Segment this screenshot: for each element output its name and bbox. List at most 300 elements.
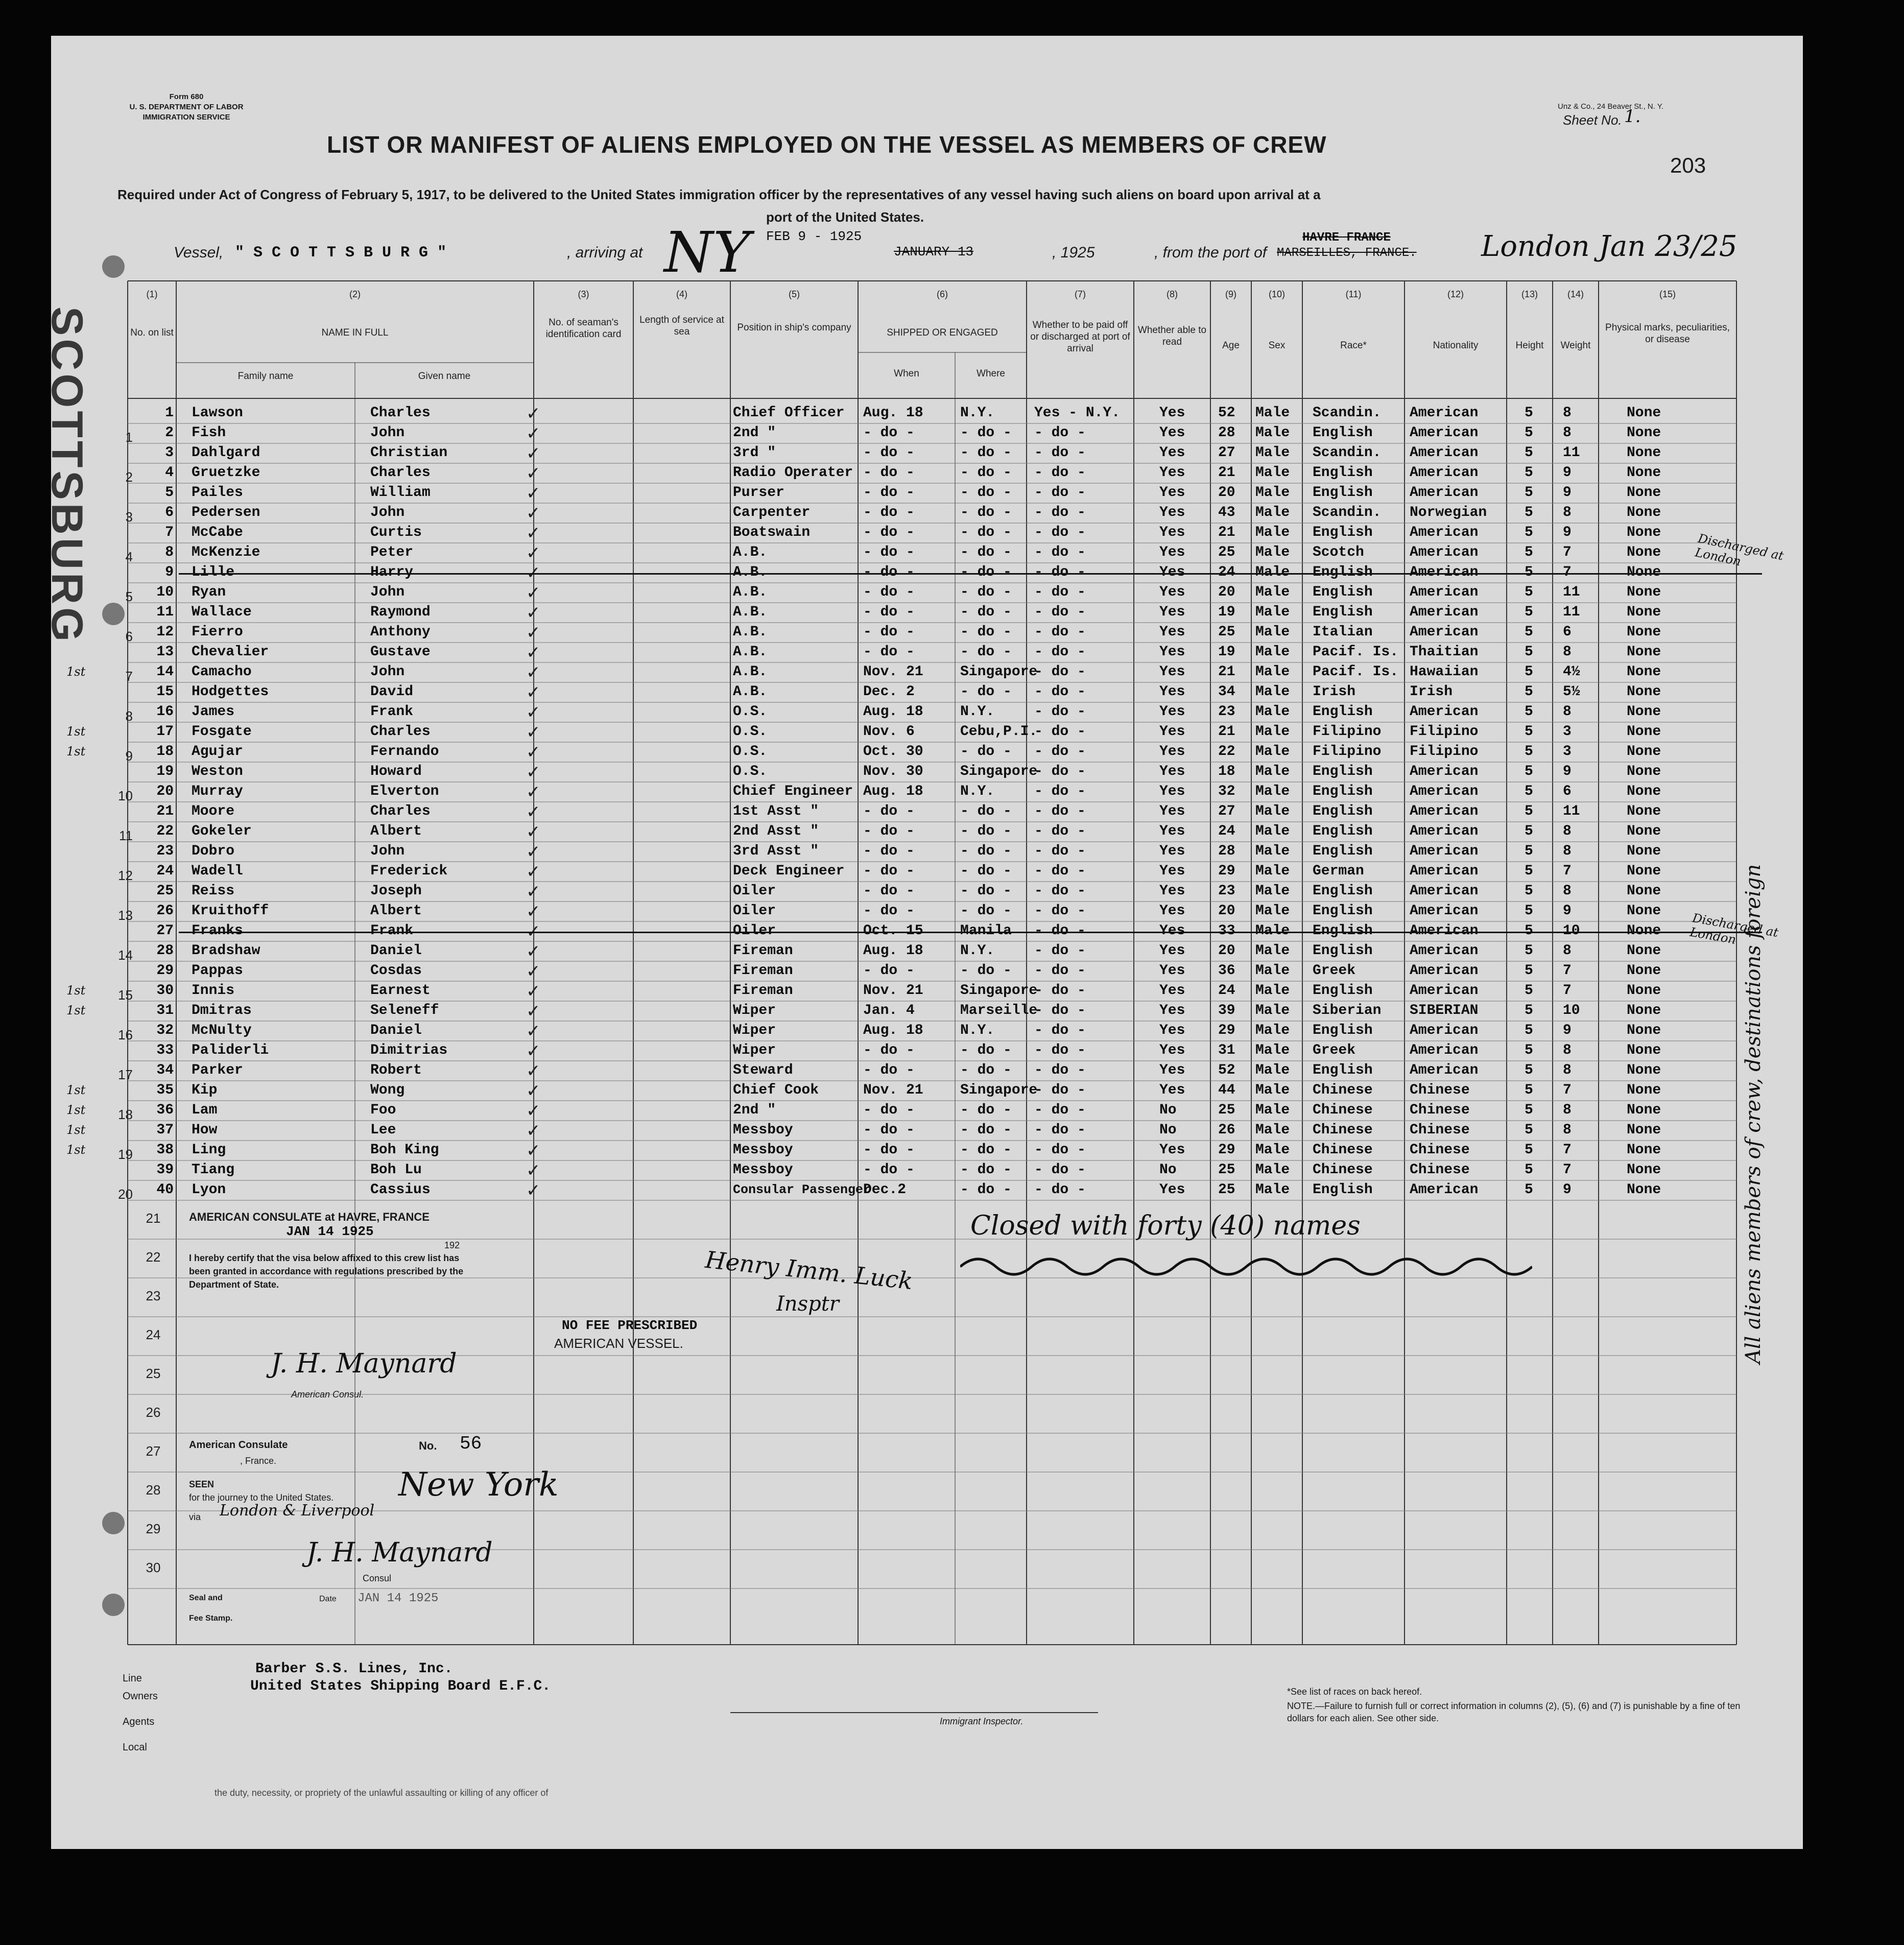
shipped-when: - do -: [863, 1162, 915, 1178]
check-mark-icon: ✓: [526, 662, 541, 683]
age: 21: [1218, 465, 1235, 481]
family-name: Bradshaw: [192, 943, 260, 959]
age: 21: [1218, 525, 1235, 540]
able-to-read: Yes: [1159, 764, 1185, 779]
row-number: 21: [156, 803, 174, 819]
family-name: Chevalier: [192, 644, 269, 660]
france-label: , France.: [240, 1456, 277, 1466]
physical-marks: None: [1627, 684, 1661, 700]
age: 20: [1218, 584, 1235, 600]
from-port-label: , from the port of: [1154, 244, 1267, 261]
table-row: [51, 961, 1803, 981]
given-name: Charles: [370, 465, 431, 481]
nationality: Filipino: [1410, 724, 1479, 740]
nationality: American: [1410, 903, 1479, 919]
table-row: [51, 1141, 1803, 1160]
table-row: [51, 682, 1803, 702]
table-row: [51, 882, 1803, 902]
col-num-14: (14): [1567, 289, 1584, 299]
family-name: Franks: [192, 923, 243, 939]
check-mark-icon: ✓: [526, 941, 541, 962]
paid-off: - do -: [1034, 425, 1086, 441]
given-name: Earnest: [370, 983, 431, 999]
family-name: Dobro: [192, 843, 235, 859]
paid-off: - do -: [1034, 764, 1086, 779]
table-row: [51, 443, 1803, 463]
sex: Male: [1255, 1023, 1290, 1038]
shipped-when: Oct. 30: [863, 744, 923, 760]
paid-off: - do -: [1034, 1062, 1086, 1078]
shipped-where: - do -: [960, 584, 1012, 600]
header-family-name: Family name: [237, 371, 294, 382]
paid-off: - do -: [1034, 584, 1086, 600]
physical-marks: None: [1627, 724, 1661, 740]
race: English: [1313, 923, 1373, 939]
shipped-when: - do -: [863, 1102, 915, 1118]
row-number: 33: [156, 1042, 174, 1058]
given-name: Anthony: [370, 624, 431, 640]
check-mark-icon: ✓: [526, 463, 541, 484]
sex: Male: [1255, 684, 1290, 700]
col-num-9: (9): [1225, 289, 1236, 299]
tally-number: 8: [125, 708, 133, 724]
nationality: American: [1410, 1042, 1479, 1058]
physical-marks: None: [1627, 963, 1661, 979]
check-mark-icon: ✓: [526, 921, 541, 942]
sex: Male: [1255, 883, 1290, 899]
shipped-when: - do -: [863, 485, 915, 501]
col-num-3: (3): [578, 289, 589, 299]
paid-off: - do -: [1034, 823, 1086, 839]
height: 5: [1525, 863, 1533, 879]
able-to-read: Yes: [1159, 624, 1185, 640]
weight: 9: [1563, 903, 1572, 919]
able-to-read: Yes: [1159, 544, 1185, 560]
able-to-read: Yes: [1159, 1042, 1185, 1058]
race: Chinese: [1313, 1162, 1373, 1178]
weight: 7: [1563, 1082, 1572, 1098]
empty-row-number: 27: [146, 1443, 161, 1459]
weight: 8: [1563, 644, 1572, 660]
sex: Male: [1255, 604, 1290, 620]
position: A.B.: [733, 624, 768, 640]
check-mark-icon: ✓: [526, 543, 541, 563]
col-num-10: (10): [1268, 289, 1285, 299]
sex: Male: [1255, 1042, 1290, 1058]
family-name: Wallace: [192, 604, 252, 620]
height: 5: [1525, 744, 1533, 760]
race: Scandin.: [1313, 405, 1382, 421]
physical-marks: None: [1627, 505, 1661, 520]
table-row: [51, 862, 1803, 882]
col-num-6: (6): [937, 289, 948, 299]
check-mark-icon: ✓: [526, 483, 541, 504]
punch-hole: [102, 255, 125, 278]
position: Wiper: [733, 1023, 776, 1038]
position: 1st Asst ": [733, 803, 819, 819]
height: 5: [1525, 823, 1533, 839]
weight: 8: [1563, 704, 1572, 720]
position: Messboy: [733, 1142, 793, 1158]
sex: Male: [1255, 1182, 1290, 1198]
physical-marks: None: [1627, 1142, 1661, 1158]
empty-row-number: 23: [146, 1288, 161, 1303]
age: 23: [1218, 883, 1235, 899]
shipped-when: - do -: [863, 564, 915, 580]
tally-number: 17: [118, 1067, 133, 1082]
weight: 8: [1563, 1062, 1572, 1078]
given-name: Daniel: [370, 1023, 422, 1038]
shipped-where: N.Y.: [960, 1023, 995, 1038]
race: Chinese: [1313, 1142, 1373, 1158]
footer-agents-label: Agents: [123, 1716, 155, 1727]
table-row: [51, 802, 1803, 822]
table-row: [51, 603, 1803, 623]
given-name: Charles: [370, 803, 431, 819]
table-row: [51, 623, 1803, 643]
race: Greek: [1313, 963, 1356, 979]
shipped-when: Aug. 18: [863, 405, 923, 421]
sex: Male: [1255, 465, 1290, 481]
weight: 6: [1563, 784, 1572, 799]
sex: Male: [1255, 584, 1290, 600]
race: Filipino: [1313, 724, 1382, 740]
shipped-where: Manila: [960, 923, 1012, 939]
header-paid-off: Whether to be paid off or discharged at port of arrival: [1030, 320, 1130, 354]
race: Pacif. Is.: [1313, 644, 1399, 660]
family-name: Lyon: [192, 1182, 226, 1198]
year: , 1925: [1052, 244, 1095, 261]
nationality: Chinese: [1410, 1122, 1470, 1138]
shipped-when: Jan. 4: [863, 1003, 915, 1018]
height: 5: [1525, 425, 1533, 441]
weight: 5½: [1563, 684, 1580, 700]
nationality: Norwegian: [1410, 505, 1487, 520]
age: 20: [1218, 903, 1235, 919]
check-mark-icon: ✓: [526, 643, 541, 663]
paid-off: - do -: [1034, 903, 1086, 919]
sex: Male: [1255, 764, 1290, 779]
age: 36: [1218, 963, 1235, 979]
family-name: McCabe: [192, 525, 243, 540]
paid-off: - do -: [1034, 1082, 1086, 1098]
height: 5: [1525, 405, 1533, 421]
paid-off: - do -: [1034, 604, 1086, 620]
position: Steward: [733, 1062, 793, 1078]
age: 21: [1218, 664, 1235, 680]
able-to-read: Yes: [1159, 744, 1185, 760]
physical-marks: None: [1627, 843, 1661, 859]
position: A.B.: [733, 644, 768, 660]
able-to-read: Yes: [1159, 465, 1185, 481]
check-mark-icon: ✓: [526, 523, 541, 543]
given-name: John: [370, 843, 405, 859]
nationality: American: [1410, 823, 1479, 839]
shipped-when: Aug. 18: [863, 704, 923, 720]
row-number: 25: [156, 883, 174, 899]
given-name: Frank: [370, 704, 414, 720]
position: Oiler: [733, 883, 776, 899]
nationality: American: [1410, 704, 1479, 720]
no-fee-line-1: NO FEE PRESCRIBED: [562, 1318, 698, 1333]
weight: 8: [1563, 943, 1572, 959]
physical-marks: None: [1627, 1023, 1661, 1038]
given-name: Charles: [370, 724, 431, 740]
able-to-read: Yes: [1159, 505, 1185, 520]
empty-row-number: 21: [146, 1211, 161, 1226]
punch-hole: [102, 603, 125, 625]
check-mark-icon: ✓: [526, 1061, 541, 1081]
race: Scotch: [1313, 544, 1364, 560]
weight: 7: [1563, 1162, 1572, 1178]
table-row: [51, 1021, 1803, 1041]
given-name: Gustave: [370, 644, 431, 660]
seen-label: SEEN: [189, 1479, 215, 1489]
empty-row-number: 28: [146, 1482, 161, 1498]
height: 5: [1525, 903, 1533, 919]
age: 29: [1218, 863, 1235, 879]
shipped-when: Dec.2: [863, 1182, 907, 1198]
physical-marks: None: [1627, 883, 1661, 899]
physical-marks: None: [1627, 1182, 1661, 1198]
nationality: Chinese: [1410, 1142, 1470, 1158]
first-mark: 1st: [66, 744, 86, 758]
check-mark-icon: ✓: [526, 822, 541, 842]
shipped-where: N.Y.: [960, 943, 995, 959]
shipped-where: Singapore: [960, 664, 1038, 680]
row-number: 32: [156, 1023, 174, 1038]
race: English: [1313, 525, 1373, 540]
table-row: [51, 563, 1803, 583]
physical-marks: None: [1627, 764, 1661, 779]
physical-marks: None: [1627, 584, 1661, 600]
given-name: Harry: [370, 564, 414, 580]
row-number: 9: [165, 564, 174, 580]
weight: 9: [1563, 485, 1572, 501]
sex: Male: [1255, 863, 1290, 879]
tally-number: 12: [118, 868, 133, 883]
shipped-where: - do -: [960, 843, 1012, 859]
family-name: Kruithoff: [192, 903, 269, 919]
given-name: Albert: [370, 903, 422, 919]
table-row: [51, 1041, 1803, 1061]
shipped-when: Nov. 30: [863, 764, 923, 779]
race: English: [1313, 823, 1373, 839]
shipped-where: - do -: [960, 1042, 1012, 1058]
table-row: [51, 503, 1803, 523]
age: 28: [1218, 425, 1235, 441]
able-to-read: Yes: [1159, 604, 1185, 620]
shipped-where: - do -: [960, 744, 1012, 760]
given-name: Peter: [370, 544, 414, 560]
shipped-when: - do -: [863, 903, 915, 919]
row-number: 1: [165, 405, 174, 421]
shipped-where: - do -: [960, 1162, 1012, 1178]
age: 52: [1218, 1062, 1235, 1078]
physical-marks: None: [1627, 1122, 1661, 1138]
weight: 7: [1563, 1142, 1572, 1158]
able-to-read: Yes: [1159, 564, 1185, 580]
row-number: 15: [156, 684, 174, 700]
page-number: 203: [1670, 153, 1706, 177]
height: 5: [1525, 883, 1533, 899]
tally-number: 16: [118, 1027, 133, 1042]
shipped-where: - do -: [960, 684, 1012, 700]
row-number: 7: [165, 525, 174, 540]
sex: Male: [1255, 983, 1290, 999]
physical-marks: None: [1627, 823, 1661, 839]
weight: 9: [1563, 525, 1572, 540]
race: English: [1313, 604, 1373, 620]
nationality: American: [1410, 525, 1479, 540]
sex: Male: [1255, 1082, 1290, 1098]
weight: 7: [1563, 544, 1572, 560]
paid-off: - do -: [1034, 664, 1086, 680]
physical-marks: None: [1627, 624, 1661, 640]
row-number: 38: [156, 1142, 174, 1158]
height: 5: [1525, 843, 1533, 859]
physical-marks: None: [1627, 1003, 1661, 1018]
row-number: 2: [165, 425, 174, 441]
check-mark-icon: ✓: [526, 961, 541, 982]
nationality: American: [1410, 803, 1479, 819]
arriving-label: , arriving at: [567, 244, 643, 261]
sex: Male: [1255, 664, 1290, 680]
age: 43: [1218, 505, 1235, 520]
given-name: Elverton: [370, 784, 439, 799]
check-mark-icon: ✓: [526, 862, 541, 882]
header-marks: Physical marks, peculiarities, or disease: [1605, 322, 1730, 345]
footer-line-label: Line: [123, 1673, 142, 1684]
table-row: [51, 1081, 1803, 1101]
race: English: [1313, 784, 1373, 799]
shipped-when: - do -: [863, 823, 915, 839]
row-number: 35: [156, 1082, 174, 1098]
sex: Male: [1255, 644, 1290, 660]
shipped-when: Aug. 18: [863, 784, 923, 799]
position: Fireman: [733, 963, 793, 979]
tally-number: 20: [118, 1187, 133, 1202]
first-mark: 1st: [66, 1123, 86, 1137]
shipped-when: Nov. 21: [863, 664, 923, 680]
family-name: Ling: [192, 1142, 226, 1158]
height: 5: [1525, 584, 1533, 600]
shipped-when: - do -: [863, 525, 915, 540]
nationality: American: [1410, 445, 1479, 461]
note-discharged-1: Discharged at London: [1694, 531, 1785, 569]
sex: Male: [1255, 1162, 1290, 1178]
physical-marks: None: [1627, 1102, 1661, 1118]
table-row: [51, 1101, 1803, 1121]
given-name: Cosdas: [370, 963, 422, 979]
family-name: Fosgate: [192, 724, 252, 740]
shipped-when: - do -: [863, 883, 915, 899]
height: 5: [1525, 1122, 1533, 1138]
physical-marks: None: [1627, 485, 1661, 501]
check-mark-icon: ✓: [526, 722, 541, 743]
given-name: Fernando: [370, 744, 439, 760]
physical-marks: None: [1627, 604, 1661, 620]
nationality: American: [1410, 983, 1479, 999]
table-row: [51, 1180, 1803, 1200]
nationality: Chinese: [1410, 1162, 1470, 1178]
sex: Male: [1255, 1102, 1290, 1118]
able-to-read: Yes: [1159, 983, 1185, 999]
bottom-strip-text: the duty, necessity, or propriety of the unlawful assaulting or killing of any officer of: [215, 1788, 549, 1798]
tally-number: 14: [118, 947, 133, 963]
consulate-stamp-date: JAN 14 1925: [286, 1224, 374, 1239]
given-name: Joseph: [370, 883, 422, 899]
header-height: Height: [1515, 340, 1544, 351]
col-num-13: (13): [1521, 289, 1538, 299]
physical-marks: None: [1627, 1042, 1661, 1058]
weight: 9: [1563, 1182, 1572, 1198]
physical-marks: None: [1627, 564, 1661, 580]
table-row: [51, 902, 1803, 921]
age: 31: [1218, 1042, 1235, 1058]
weight: 7: [1563, 863, 1572, 879]
race: English: [1313, 584, 1373, 600]
nationality: American: [1410, 863, 1479, 879]
age: 26: [1218, 1122, 1235, 1138]
family-name: McNulty: [192, 1023, 252, 1038]
able-to-read: Yes: [1159, 485, 1185, 501]
weight: 4½: [1563, 664, 1580, 680]
first-mark: 1st: [66, 1003, 86, 1017]
able-to-read: Yes: [1159, 1182, 1185, 1198]
able-to-read: Yes: [1159, 784, 1185, 799]
given-name: Wong: [370, 1082, 405, 1098]
able-to-read: Yes: [1159, 704, 1185, 720]
paid-off: - do -: [1034, 883, 1086, 899]
able-to-read: No: [1159, 1102, 1177, 1118]
age: 34: [1218, 684, 1235, 700]
given-name: John: [370, 584, 405, 600]
age: 24: [1218, 564, 1235, 580]
age: 22: [1218, 744, 1235, 760]
col-num-11: (11): [1345, 289, 1362, 299]
race: Siberian: [1313, 1003, 1382, 1018]
shipped-when: Dec. 2: [863, 684, 915, 700]
check-mark-icon: ✓: [526, 1021, 541, 1041]
table-row: [51, 822, 1803, 842]
no-fee-line-2: AMERICAN VESSEL.: [554, 1336, 683, 1351]
table-row: [51, 1061, 1803, 1081]
sex: Male: [1255, 803, 1290, 819]
able-to-read: Yes: [1159, 963, 1185, 979]
check-mark-icon: ✓: [526, 782, 541, 802]
height: 5: [1525, 1082, 1533, 1098]
table-row: [51, 463, 1803, 483]
position: Oiler: [733, 903, 776, 919]
shipped-when: - do -: [863, 604, 915, 620]
position: 3rd ": [733, 445, 776, 461]
race: English: [1313, 704, 1373, 720]
row-number: 34: [156, 1062, 174, 1078]
physical-marks: None: [1627, 983, 1661, 999]
row-number: 36: [156, 1102, 174, 1118]
weight: 3: [1563, 744, 1572, 760]
header-given-name: Given name: [418, 371, 471, 382]
position: Messboy: [733, 1122, 793, 1138]
col-num-15: (15): [1659, 289, 1676, 299]
weight: 11: [1563, 584, 1580, 600]
fee-label: Fee Stamp.: [189, 1614, 233, 1623]
height: 5: [1525, 445, 1533, 461]
weight: 9: [1563, 764, 1572, 779]
age: 25: [1218, 1182, 1235, 1198]
shipped-where: - do -: [960, 1142, 1012, 1158]
